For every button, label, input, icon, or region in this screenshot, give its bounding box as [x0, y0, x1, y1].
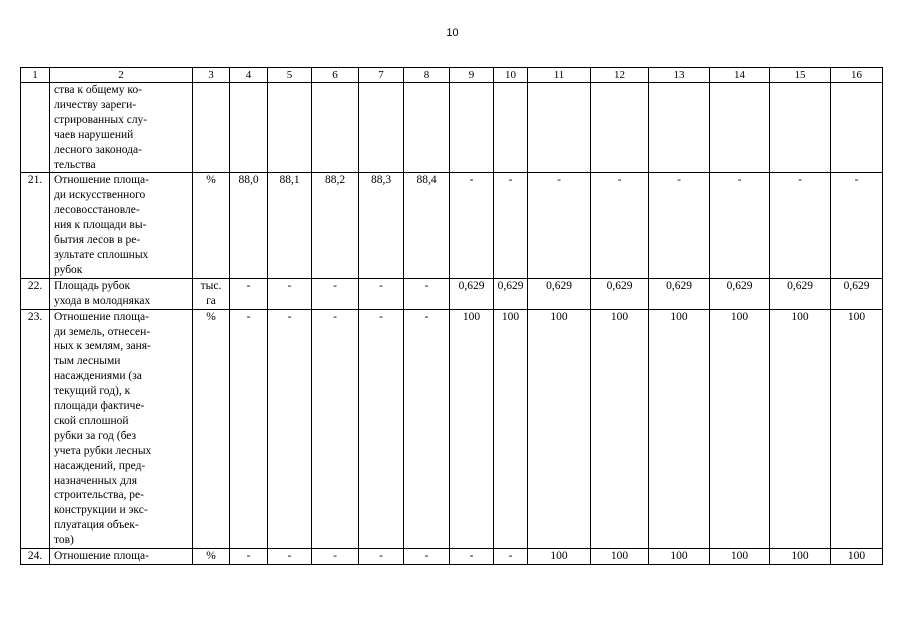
unit-of-measure — [193, 278, 230, 309]
value-cell — [649, 83, 710, 173]
value-cell: 100 — [591, 549, 649, 565]
description-line: чаев нарушений — [54, 128, 134, 141]
unit-of-measure — [193, 83, 230, 173]
value-cell — [404, 83, 450, 173]
column-number: 16 — [831, 68, 883, 83]
value-cell: - — [528, 173, 591, 278]
value-cell: 100 — [494, 309, 528, 549]
description-line: лесного законода- — [54, 143, 142, 156]
table-row — [21, 173, 883, 278]
column-number: 5 — [268, 68, 312, 83]
value-cell: - — [770, 173, 831, 278]
description-line: Отношение площа- — [54, 174, 149, 187]
description-line: личеству зареги- — [54, 98, 137, 111]
column-number: 8 — [404, 68, 450, 83]
row-number: 24. — [21, 549, 50, 565]
value-cell: 100 — [649, 309, 710, 549]
value-cell — [312, 83, 359, 173]
value-cell: 100 — [831, 549, 883, 565]
value-cell: 100 — [770, 549, 831, 565]
value-cell: 0,629 — [710, 278, 770, 309]
description-line: насаждений, пред- — [54, 459, 146, 472]
value-cell: 100 — [710, 549, 770, 565]
value-cell: - — [591, 173, 649, 278]
column-number: 7 — [359, 68, 404, 83]
indicator-description — [50, 278, 193, 309]
value-cell: 0,629 — [831, 278, 883, 309]
value-cell: 100 — [591, 309, 649, 549]
description-line: рубок — [54, 263, 83, 276]
value-cell: 0,629 — [450, 278, 494, 309]
value-cell: 100 — [710, 309, 770, 549]
value-cell: 100 — [450, 309, 494, 549]
column-number: 10 — [494, 68, 528, 83]
description-line: ухода в молодняках — [54, 294, 151, 307]
description-line: учета рубки лесных — [54, 444, 152, 457]
description-line: ных к землям, заня- — [54, 340, 151, 353]
description-line: тов) — [54, 534, 74, 547]
unit-of-measure — [193, 549, 230, 565]
value-cell: - — [494, 549, 528, 565]
value-cell: - — [359, 549, 404, 565]
value-cell: - — [710, 173, 770, 278]
value-cell — [831, 83, 883, 173]
indicators-table — [20, 67, 883, 565]
value-cell — [450, 83, 494, 173]
description-line: текущий год), к — [54, 385, 131, 398]
description-line: ди земель, отнесен- — [54, 325, 151, 338]
column-number: 3 — [193, 68, 230, 83]
column-number: 2 — [50, 68, 193, 83]
row-number: 23. — [21, 309, 50, 549]
column-number: 11 — [528, 68, 591, 83]
value-cell: - — [494, 173, 528, 278]
column-number: 9 — [450, 68, 494, 83]
description-line: ской сплошной — [54, 414, 129, 427]
column-number: 1 — [21, 68, 50, 83]
value-cell: - — [268, 278, 312, 309]
description-line: ства к общему ко- — [54, 84, 142, 96]
value-cell: 88,4 — [404, 173, 450, 278]
value-cell: 88,1 — [268, 173, 312, 278]
description-line: насаждениями (за — [54, 370, 142, 383]
value-cell: - — [312, 309, 359, 549]
description-line: лесовосстановле- — [54, 204, 140, 217]
value-cell: 88,0 — [230, 173, 268, 278]
value-cell: - — [450, 173, 494, 278]
table-row — [21, 549, 883, 565]
column-number: 6 — [312, 68, 359, 83]
value-cell: 100 — [831, 309, 883, 549]
value-cell: - — [312, 278, 359, 309]
value-cell — [770, 83, 831, 173]
value-cell: 100 — [528, 549, 591, 565]
indicator-description — [50, 549, 193, 565]
value-cell — [710, 83, 770, 173]
description-line: конструкции и экс- — [54, 504, 148, 517]
value-cell: - — [230, 549, 268, 565]
row-number: 21. — [21, 173, 50, 278]
page-number: 10 — [446, 27, 459, 39]
value-cell: 0,629 — [649, 278, 710, 309]
value-cell — [230, 83, 268, 173]
unit-line: % — [206, 310, 216, 323]
unit-of-measure — [193, 173, 230, 278]
value-cell: - — [404, 549, 450, 565]
value-cell: 0,629 — [528, 278, 591, 309]
value-cell: - — [831, 173, 883, 278]
value-cell: - — [268, 309, 312, 549]
unit-line: тыс. — [200, 279, 222, 292]
row-number: 22. — [21, 278, 50, 309]
value-cell: 0,629 — [770, 278, 831, 309]
unit-of-measure — [193, 309, 230, 549]
value-cell: - — [268, 549, 312, 565]
description-line: Отношение площа- — [54, 550, 149, 563]
value-cell: 0,629 — [591, 278, 649, 309]
column-number: 12 — [591, 68, 649, 83]
table-row — [21, 83, 883, 173]
description-line: назначенных для — [54, 474, 138, 487]
value-cell — [591, 83, 649, 173]
description-line: рубки за год (без — [54, 429, 137, 442]
column-number: 4 — [230, 68, 268, 83]
value-cell — [528, 83, 591, 173]
value-cell: - — [230, 278, 268, 309]
value-cell — [268, 83, 312, 173]
indicator-description — [50, 83, 193, 173]
description-line: ди искусственного — [54, 189, 146, 202]
column-number: 14 — [710, 68, 770, 83]
table-row — [21, 278, 883, 309]
value-cell: 100 — [528, 309, 591, 549]
description-line: плуатация объек- — [54, 519, 139, 532]
value-cell — [494, 83, 528, 173]
description-line: тельства — [54, 158, 96, 171]
unit-line: га — [206, 294, 216, 307]
description-line: строительства, ре- — [54, 489, 144, 502]
value-cell: - — [649, 173, 710, 278]
value-cell: 0,629 — [494, 278, 528, 309]
value-cell: 88,3 — [359, 173, 404, 278]
column-number: 15 — [770, 68, 831, 83]
description-line: Отношение площа- — [54, 310, 149, 323]
value-cell: - — [404, 278, 450, 309]
description-line: зультате сплошных — [54, 248, 149, 261]
value-cell: - — [230, 309, 268, 549]
value-cell: 100 — [649, 549, 710, 565]
column-number: 13 — [649, 68, 710, 83]
indicator-description — [50, 309, 193, 549]
description-line: ния к площади вы- — [54, 219, 147, 232]
unit-line: % — [206, 550, 216, 563]
row-number — [21, 83, 50, 173]
description-line: тым лесными — [54, 355, 121, 368]
value-cell: - — [450, 549, 494, 565]
unit-line: % — [206, 174, 216, 187]
description-line: площади фактиче- — [54, 400, 145, 413]
value-cell: - — [359, 278, 404, 309]
table-row — [21, 309, 883, 549]
value-cell: 88,2 — [312, 173, 359, 278]
value-cell — [359, 83, 404, 173]
description-line: стрированных слу- — [54, 113, 148, 126]
value-cell: - — [312, 549, 359, 565]
value-cell: 100 — [770, 309, 831, 549]
value-cell: - — [359, 309, 404, 549]
indicator-description — [50, 173, 193, 278]
description-line: бытия лесов в ре- — [54, 234, 141, 247]
column-number-row — [21, 68, 883, 83]
value-cell: - — [404, 309, 450, 549]
description-line: Площадь рубок — [54, 279, 131, 292]
